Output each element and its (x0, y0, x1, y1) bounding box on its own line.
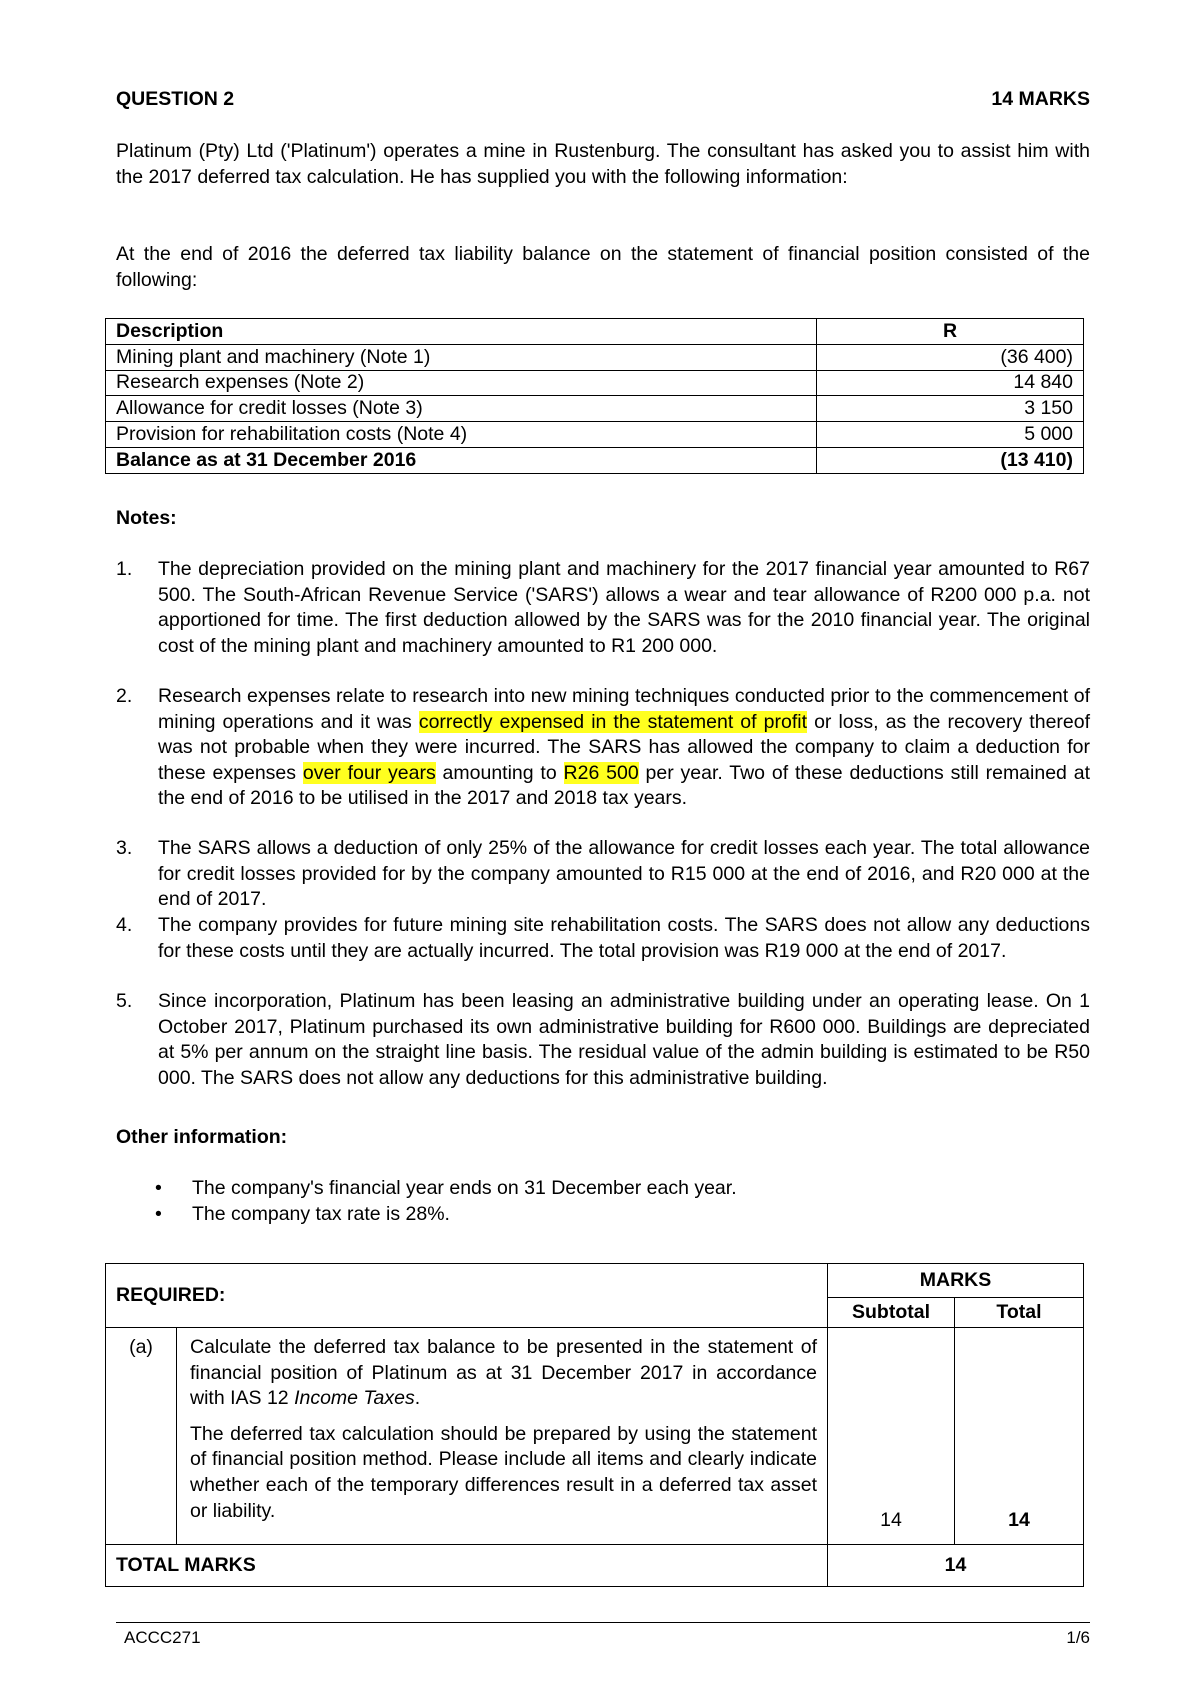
subtotal-heading: Subtotal (828, 1298, 955, 1328)
note-text: or loss, as the recovery thereof was not probable when they were incurred. The SARS has allowed the company to claim a deduction for these expenses (158, 710, 1091, 784)
row-description: Allowance for credit losses (Note 3) (106, 396, 817, 422)
highlighted-text: over four years (302, 761, 436, 784)
note-item (116, 684, 1090, 836)
part-instruction-italic: Income Taxes (294, 1387, 415, 1410)
note-item (116, 913, 1090, 989)
note-text: The company provides for future mining site rehabilitation costs. The SARS does not allow any deductions for these costs until they are actually incurred. The total provision was R19 000 at the end of 2017. (158, 914, 1090, 962)
note-text: The depreciation provided on the mining plant and machinery for the 2017 financial year amounted to R67 500. The South-African Revenue Service ('SARS') allows a wear and tear allowance of R200 000 p.a. not apportioned for time. The first deduction allowed by the SARS was for the 2010 financial year. The original cost of the mining plant and machinery amounted to R1 200 000. (158, 558, 1090, 657)
bullet-text: The company tax rate is 28%. (192, 1202, 450, 1225)
row-description: Provision for rehabilitation costs (Note 4) (106, 422, 817, 448)
marks-heading: MARKS (828, 1264, 1084, 1298)
row-amount: 3 150 (817, 396, 1084, 422)
total-marks-value: 14 (828, 1545, 1084, 1587)
required-heading: REQUIRED: (106, 1264, 828, 1328)
intro-paragraph: Platinum (Pty) Ltd ('Platinum') operates a mine in Rustenburg. The consultant has asked you to assist him with the 2017 deferred tax calculation. He has supplied you with the following information: (116, 140, 1090, 188)
table-row (106, 370, 1084, 396)
header-amount: R (817, 319, 1084, 345)
note-item (116, 989, 1090, 1116)
table-total-row (106, 447, 1084, 473)
note-number: 4. (116, 914, 133, 936)
total-description: Balance as at 31 December 2016 (106, 447, 817, 473)
bullet-icon: • (155, 1177, 162, 1199)
part-label: (a) (106, 1328, 177, 1545)
note-text: Since incorporation, Platinum has been leasing an administrative building under an operating lease. On 1 October 2017, Platinum purchased its own administrative building for R600 000. Buildings are depreciated at 5% per annum on the straight line basis. The residual value of the admin building is estimated to be R50 000. The SARS does not allow any deductions for this administrative building. (158, 990, 1090, 1089)
note-text: amounting to (435, 761, 564, 784)
row-amount: (36 400) (817, 344, 1084, 370)
part-total: 14 (955, 1328, 1084, 1545)
notes-heading: Notes: (116, 507, 177, 529)
part-description (177, 1328, 828, 1545)
question-marks: 14 MARKS (991, 88, 1090, 110)
table-row (106, 422, 1084, 448)
note-text: Research expenses relate to research into new mining techniques conducted prior to the commencement of mining operations and it was (158, 685, 1090, 733)
part-instruction-paragraph (190, 1335, 817, 1412)
header-description: Description (106, 319, 817, 345)
part-instruction-text: . (414, 1387, 421, 1410)
note-number: 5. (116, 990, 133, 1012)
row-amount: 5 000 (817, 422, 1084, 448)
note-text: per year. Two of these deductions still remained at the end of 2016 to be utilised in the 2017 and 2018 tax years. (158, 761, 1090, 810)
notes-list (116, 557, 1090, 1116)
other-information-heading: Other information: (116, 1126, 288, 1148)
table-row (106, 396, 1084, 422)
required-table (105, 1263, 1084, 1587)
highlighted-text: R26 500 (563, 761, 639, 784)
table-header-row (106, 319, 1084, 345)
total-marks-label: TOTAL MARKS (106, 1545, 828, 1587)
bullet-item (116, 1176, 1090, 1202)
question-title: QUESTION 2 (116, 88, 235, 110)
note-text: The SARS allows a deduction of only 25% of the allowance for credit losses each year. The total allowance for credit losses provided for by the company amounted to R15 000 at the end of 2016, and R20 000 at the end of 2017. (158, 837, 1090, 911)
row-description: Research expenses (Note 2) (106, 370, 817, 396)
total-heading: Total (955, 1298, 1084, 1328)
footer-course-code: ACCC271 (124, 1628, 201, 1647)
footer-page-number: 1/6 (1066, 1628, 1090, 1647)
note-number: 2. (116, 685, 133, 707)
footer-divider (116, 1622, 1090, 1623)
part-instruction-text: Calculate the deferred tax balance to be presented in the statement of financial position of Platinum as at 31 December 2017 in accordance with IAS 12 (190, 1336, 817, 1410)
table-row (106, 344, 1084, 370)
part-method-paragraph: The deferred tax calculation should be prepared by using the statement of financial position method. Please include all items and clearly indicate whether each of the temporary differences result in a deferred tax asset or liability. (190, 1422, 817, 1522)
bullet-icon: • (155, 1202, 162, 1225)
part-subtotal: 14 (828, 1328, 955, 1545)
row-amount: 14 840 (817, 370, 1084, 396)
deferred-tax-balance-table (105, 318, 1084, 474)
note-number: 1. (116, 558, 133, 580)
bullet-item (116, 1202, 1090, 1228)
total-amount: (13 410) (817, 447, 1084, 473)
note-item (116, 836, 1090, 913)
row-description: Mining plant and machinery (Note 1) (106, 344, 817, 370)
balance-intro-paragraph: At the end of 2016 the deferred tax liability balance on the statement of financial position consisted of the following: (116, 243, 1090, 291)
bullet-text: The company's financial year ends on 31 December each year. (192, 1177, 737, 1199)
highlighted-text: correctly expensed in the statement of profit (418, 710, 807, 733)
other-information-list (116, 1176, 1090, 1227)
note-item (116, 557, 1090, 684)
note-number: 3. (116, 837, 133, 859)
